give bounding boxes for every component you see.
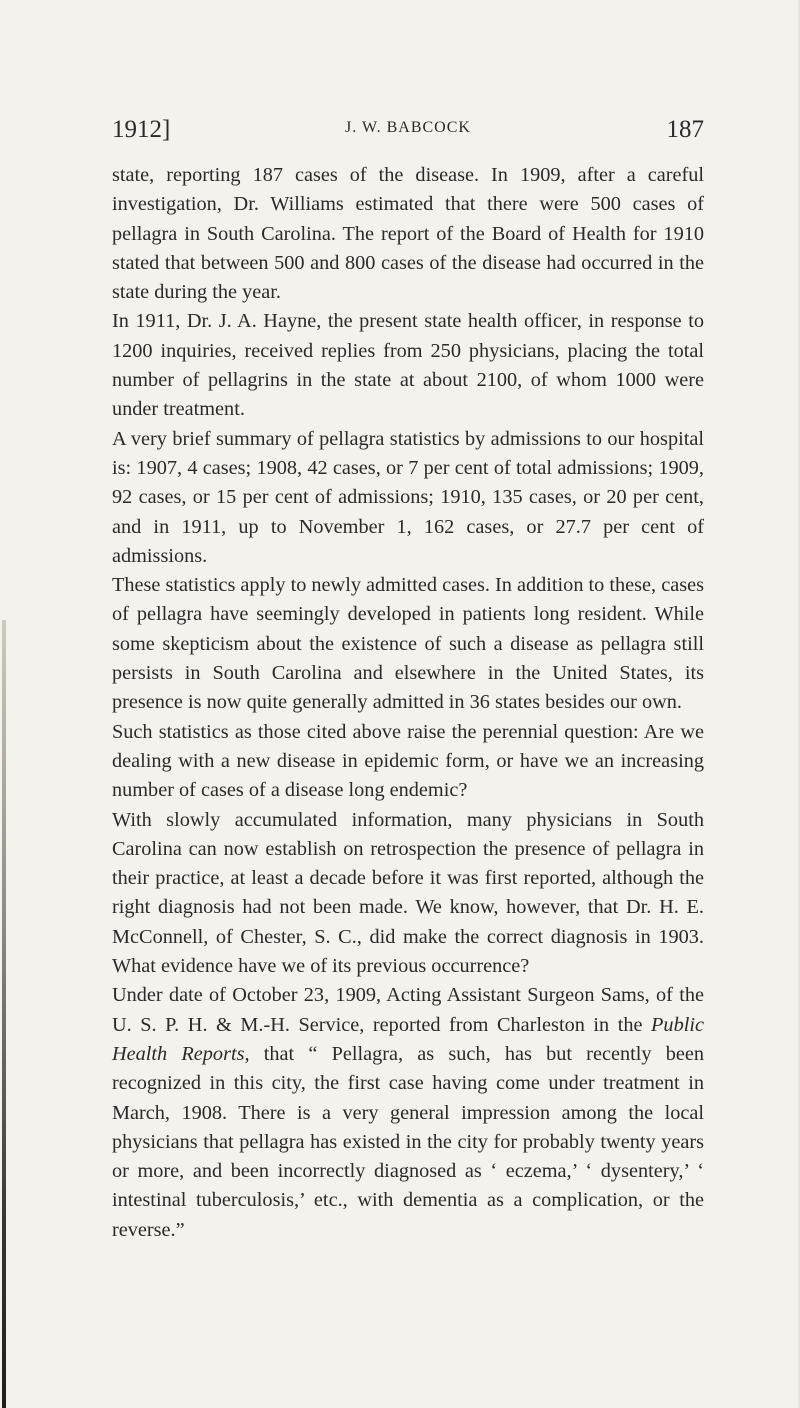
- running-head-year: 1912]: [112, 116, 171, 143]
- paragraph-text: Under date of October 23, 1909, Acting Assistant Surgeon Sams, of the U. S. P. H. & M.-H. Service, reported from Charleston in the: [112, 984, 704, 1036]
- journal-title: Public Health Reports,: [112, 1013, 704, 1065]
- paragraph: state, reporting 187 cases of the disease. In 1909, after a careful investigation, Dr. Williams estimated that there were 500 cases of pellagra in South Carolina. The report of the Board of Health for 1910 stated that between 500 and 800 cases of the disease had occurred in the state during the year.: [112, 164, 704, 304]
- paragraph: These statistics apply to newly admitted cases. In addition to these, cases of pellagra have seemingly developed in patients long resident. While some skepticism about the existence of such a disease as pellagra still persists in South Carolina and elsewhere in the United States, its presence is now quite generally admitted in 36 states besides our own.: [112, 574, 704, 714]
- paragraph-text: that “ Pellagra, as such, has but recently been recognized in this city, the first case having come under treatment in March, 1908. There is a very general impression among the local physicians that pellagra has existed in the city for probably twenty years or more, and been incorrectly diagnosed as ‘ eczema,’ ‘ dysentery,’ ‘ intestinal tuberculosis,’ etc., with dementia as a complication, or the reverse.”: [112, 1042, 704, 1241]
- paragraph: With slowly accumulated information, many physicians in South Carolina can now establish on retrospection the presence of pellagra in their practice, at least a decade before it was first reported, although the right diagnosis had not been made. We know, however, that Dr. H. E. McConnell, of Chester, S. C., did make the correct diagnosis in 1903. What evidence have we of its previous occurrence?: [112, 808, 704, 978]
- page-edge-shadow: [2, 620, 6, 1408]
- paragraph: [112, 981, 704, 1245]
- running-head-author: J. W. BABCOCK: [345, 119, 471, 136]
- body-text: [112, 161, 704, 1245]
- paragraph: Such statistics as those cited above raise the perennial question: Are we dealing with a new disease in epidemic form, or have we an increasing number of cases of a disease long endemic?: [112, 720, 704, 802]
- paragraph: A very brief summary of pellagra statistics by admissions to our hospital is: 1907, 4 cases; 1908, 42 cases, or 7 per cent of total admissions; 1909, 92 cases, or 15 per cent of admissions; 1910, 135 cases, or 20 per cent, and in 1911, up to November 1, 162 cases, or 27.7 per cent of admissions.: [112, 427, 704, 567]
- running-head: [112, 116, 704, 150]
- page-number: 187: [666, 116, 704, 143]
- paragraph: In 1911, Dr. J. A. Hayne, the present state health officer, in response to 1200 inquiries, received replies from 250 physicians, placing the total number of pellagrins in the state at about 2100, of whom 1000 were under treatment.: [112, 310, 704, 421]
